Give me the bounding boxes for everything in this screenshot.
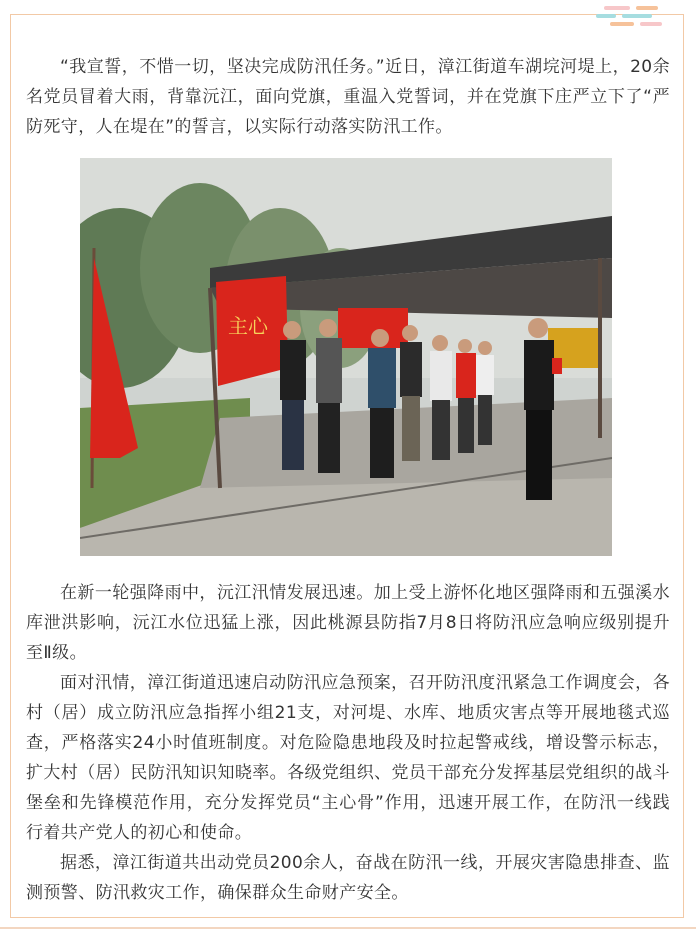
article-body-bottom bbox=[26, 578, 670, 908]
article-body-top bbox=[26, 52, 670, 142]
flag-text: 主心 bbox=[228, 314, 268, 338]
paragraph-3: 面对汛情，漳江街道迅速启动防汛应急预案，召开防汛度汛紧急工作调度会，各村（居）成立防汛应急指挥小组21支，对河堤、水库、地质灾害点等开展地毯式巡查，严格落实24小时值班制度。对危险隐患地段及时拉起警戒线，增设警示标志，扩大村（居）民防汛知识知晓率。各级党组织、党员干部充分发挥基层党组织的战斗堡垒和先锋模范作用，充分发挥党员“主心骨”作用，迅速开展工作，在防汛一线践行着共产党人的初心和使命。 bbox=[26, 673, 670, 843]
oath-photo bbox=[80, 158, 612, 556]
decorative-stripes bbox=[596, 4, 666, 28]
paragraph-4: 据悉，漳江街道共出动党员200余人，奋战在防汛一线，开展灾害隐患排查、监测预警、防汛救灾工作，确保群众生命财产安全。 bbox=[26, 853, 670, 903]
bottom-divider bbox=[0, 927, 696, 929]
paragraph-2: 在新一轮强降雨中，沅江汛情发展迅速。加上受上游怀化地区强降雨和五强溪水库泄洪影响，沅江水位迅猛上涨，因此桃源县防指7月8日将防汛应急响应级别提升至Ⅱ级。 bbox=[26, 583, 670, 663]
paragraph-1: “我宣誓，不惜一切，坚决完成防汛任务。”近日，漳江街道车湖垸河堤上，20余名党员冒着大雨，背靠沅江，面向党旗，重温入党誓词，并在党旗下庄严立下了“严防死守，人在堤在”的誓言，以实际行动落实防汛工作。 bbox=[26, 57, 670, 137]
